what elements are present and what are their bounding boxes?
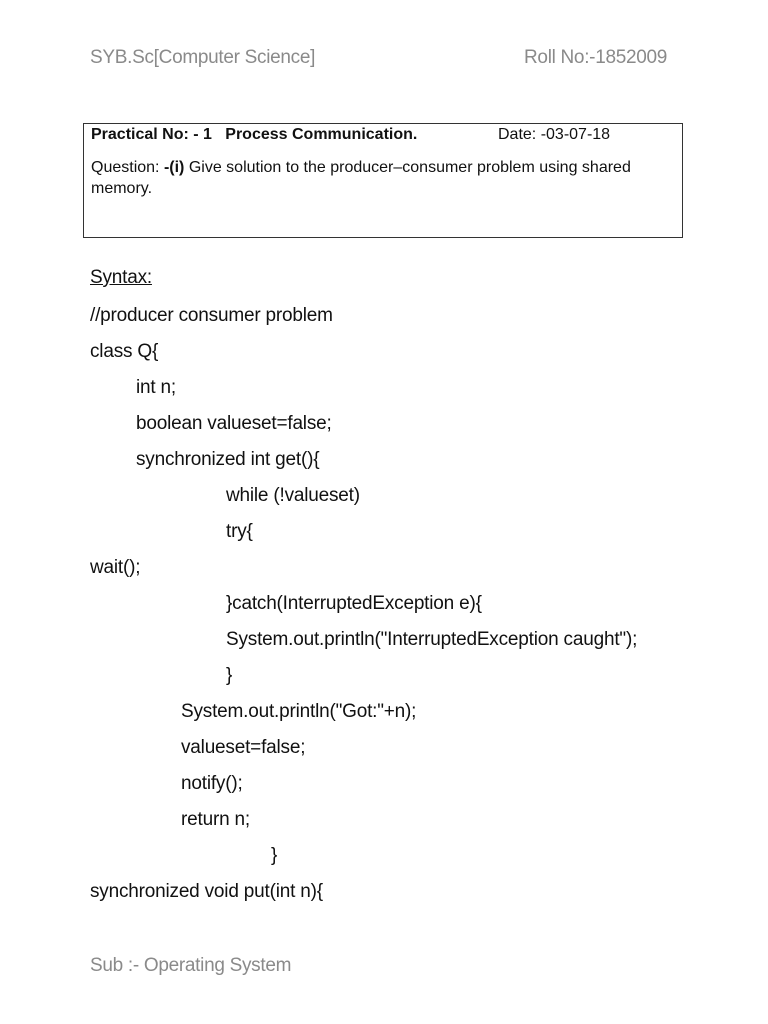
code-line: class Q{ bbox=[90, 341, 159, 362]
code-line: boolean valueset=false; bbox=[136, 413, 332, 434]
code-line: System.out.println("Got:"+n); bbox=[181, 701, 417, 722]
code-line: }catch(InterruptedException e){ bbox=[226, 593, 482, 614]
footer-subject: Sub :- Operating System bbox=[90, 955, 292, 976]
question-box bbox=[83, 123, 683, 238]
practical-topic: Process Communication. bbox=[225, 126, 418, 143]
code-line: } bbox=[271, 845, 278, 866]
header-course: SYB.Sc[Computer Science] bbox=[90, 47, 316, 68]
code-line: int n; bbox=[136, 377, 176, 398]
practical-date: Date: -03-07-18 bbox=[498, 126, 611, 143]
header-roll-number: Roll No:-1852009 bbox=[524, 47, 668, 68]
practical-number: Practical No: - 1 bbox=[91, 126, 212, 143]
code-line: synchronized int get(){ bbox=[136, 449, 320, 470]
code-line: try{ bbox=[226, 521, 253, 542]
code-line: synchronized void put(int n){ bbox=[90, 881, 323, 902]
code-line: wait(); bbox=[90, 557, 141, 578]
code-line: while (!valueset) bbox=[226, 485, 360, 506]
question-label: Question: bbox=[91, 159, 164, 176]
practical-title bbox=[91, 126, 417, 144]
syntax-heading: Syntax: bbox=[90, 267, 152, 288]
code-line: return n; bbox=[181, 809, 250, 830]
code-line: } bbox=[226, 665, 233, 686]
question-body: Give solution to the producer–consumer problem using shared memory. bbox=[91, 159, 631, 197]
code-line: System.out.println("InterruptedException caught"); bbox=[226, 629, 638, 650]
code-line: notify(); bbox=[181, 773, 243, 794]
question-number: -(i) bbox=[163, 159, 185, 176]
question-text bbox=[91, 157, 671, 199]
code-line: //producer consumer problem bbox=[90, 305, 333, 326]
code-line: valueset=false; bbox=[181, 737, 306, 758]
